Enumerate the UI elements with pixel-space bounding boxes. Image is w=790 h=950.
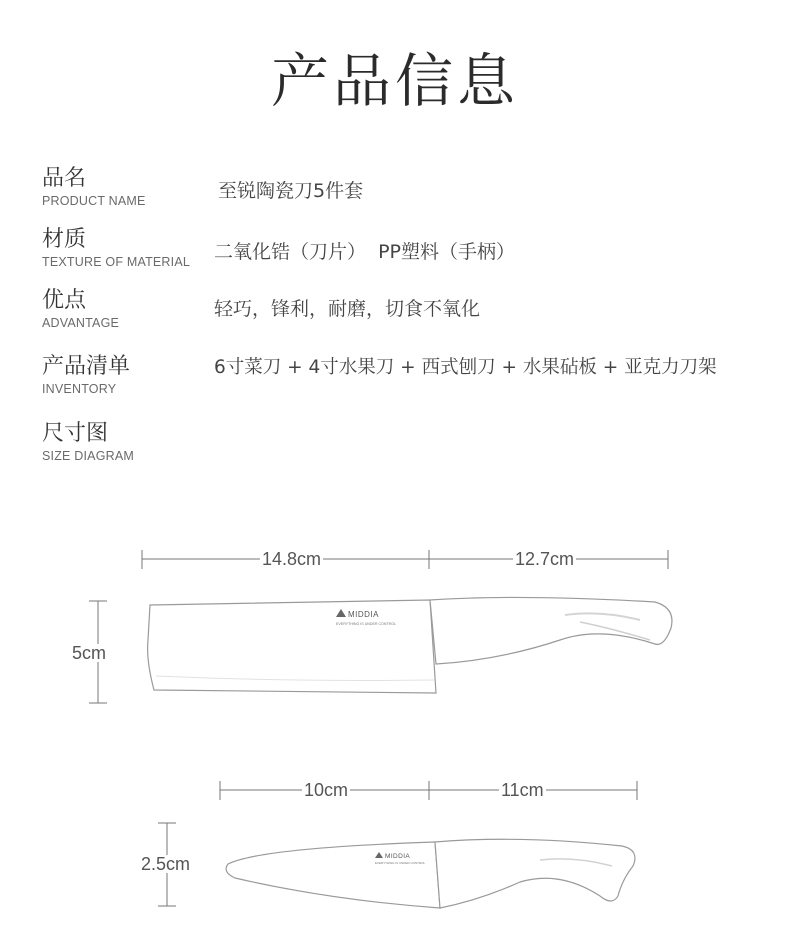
cleaver-handle-length-label: 12.7cm: [515, 549, 575, 569]
row-label-cn: 品名: [42, 166, 87, 191]
fruit-knife-height-label: 2.5cm: [141, 854, 191, 874]
cleaver-knife: [148, 597, 672, 693]
row-value-product-name: 至锐陶瓷刀5件套: [218, 180, 364, 202]
fruit-knife-blade-length-label: 10cm: [304, 780, 349, 800]
cleaver-handle: [430, 597, 672, 664]
row-label-en: PRODUCT NAME: [42, 194, 146, 208]
row-value-material: 二氧化锆（刀片） PP塑料（手柄）: [214, 241, 515, 263]
cleaver-brand: MIDDIA: [348, 610, 379, 619]
row-label-cn: 材质: [42, 227, 87, 252]
row-value-inventory: 6寸菜刀 + 4寸水果刀 + 西式刨刀 + 水果砧板 + 亚克力刀架: [214, 357, 717, 378]
row-label-cn: 优点: [42, 288, 87, 313]
cleaver-height-label: 5cm: [72, 643, 107, 663]
row-label-en: SIZE DIAGRAM: [42, 449, 134, 463]
cleaver-blade-length-label: 14.8cm: [262, 549, 322, 569]
row-label-en: TEXTURE OF MATERIAL: [42, 255, 191, 269]
row-label-cn: 产品清单: [42, 354, 131, 379]
fruit-knife-brand: MIDDIA: [385, 853, 411, 860]
fruit-knife-handle-length-label: 11cm: [501, 780, 544, 800]
row-label-en: ADVANTAGE: [42, 316, 120, 330]
fruit-knife-tagline: EVERYTHING IS UNDER CONTROL: [375, 861, 426, 865]
cleaver-blade: [148, 600, 436, 693]
row-value-advantage: 轻巧，锋利，耐磨，切食不氧化: [214, 298, 481, 320]
fruit-knife-handle: [435, 839, 635, 908]
row-label-cn: 尺寸图: [42, 421, 109, 446]
cleaver-tagline: EVERYTHING IS UNDER CONTROL: [336, 622, 397, 626]
row-label-en: INVENTORY: [42, 382, 117, 396]
fruit-knife: [226, 839, 635, 908]
fruit-knife-blade: [226, 842, 440, 908]
page-title: 产品信息: [270, 47, 519, 115]
